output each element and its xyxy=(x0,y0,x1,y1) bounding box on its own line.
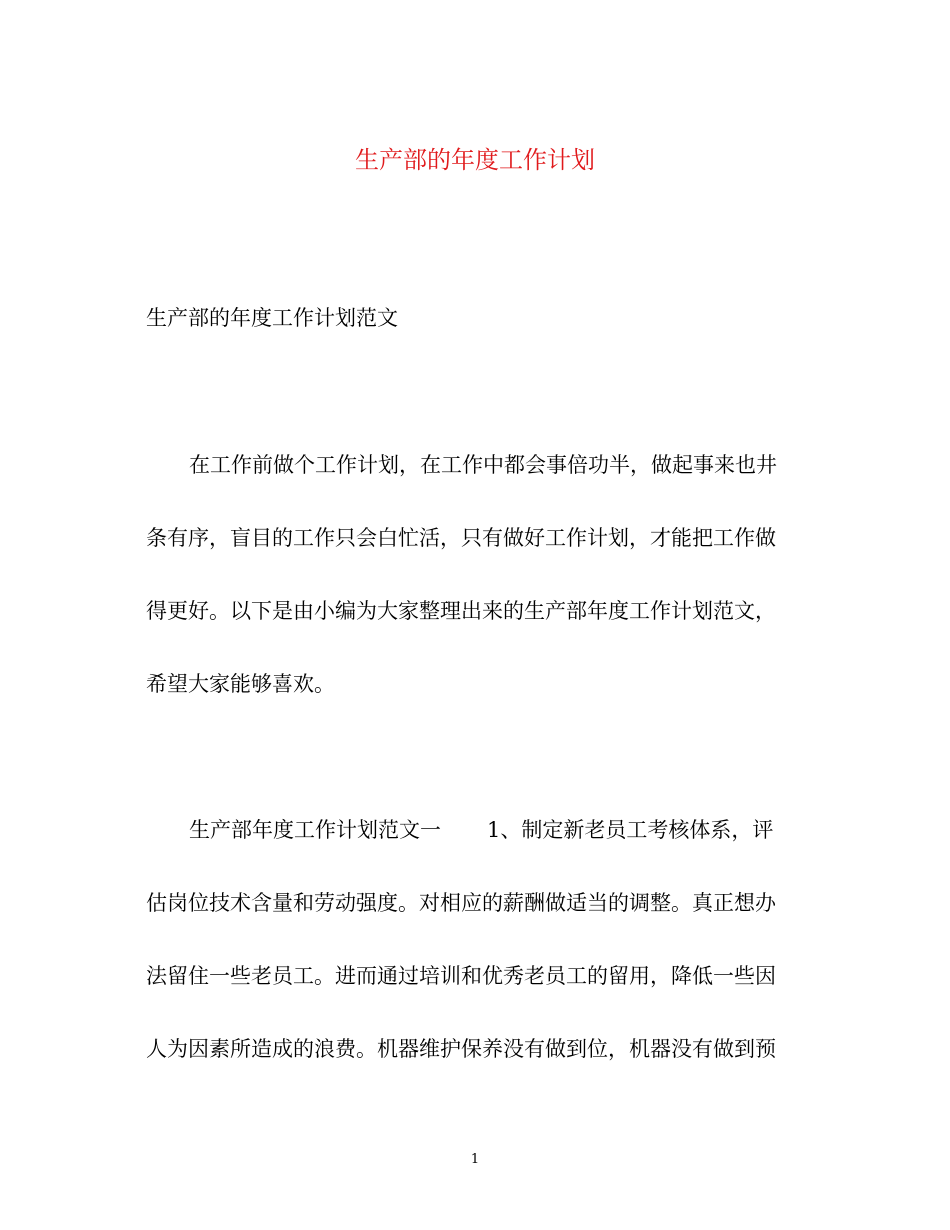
paragraph-2-line-1 xyxy=(189,812,773,848)
document-subtitle: 生产部的年度工作计划范文 xyxy=(146,306,398,330)
paragraph-2-line-1-text: 1、制定新老员工考核体系，评 xyxy=(487,818,774,842)
document-title: 生产部的年度工作计划 xyxy=(355,146,595,174)
paragraph-2-line-2: 估岗位技术含量和劳动强度。对相应的薪酬做适当的调整。真正想办 xyxy=(146,891,776,915)
paragraph-2-line-3: 法留住一些老员工。进而通过培训和优秀老员工的留用，降低一些因 xyxy=(146,964,776,988)
paragraph-1-line-3: 得更好。以下是由小编为大家整理出来的生产部年度工作计划范文， xyxy=(146,599,776,623)
paragraph-1-line-4: 希望大家能够喜欢。 xyxy=(146,672,335,696)
paragraph-1-line-2: 条有序，盲目的工作只会白忙活，只有做好工作计划，才能把工作做 xyxy=(146,526,776,550)
paragraph-1-line-1: 在工作前做个工作计划，在工作中都会事倍功半，做起事来也井 xyxy=(189,453,777,477)
page-number: 1 xyxy=(470,1152,480,1167)
paragraph-2-line-4: 人为因素所造成的浪费。机器维护保养没有做到位，机器没有做到预 xyxy=(146,1037,776,1061)
section-heading: 生产部年度工作计划范文一 xyxy=(189,818,441,842)
